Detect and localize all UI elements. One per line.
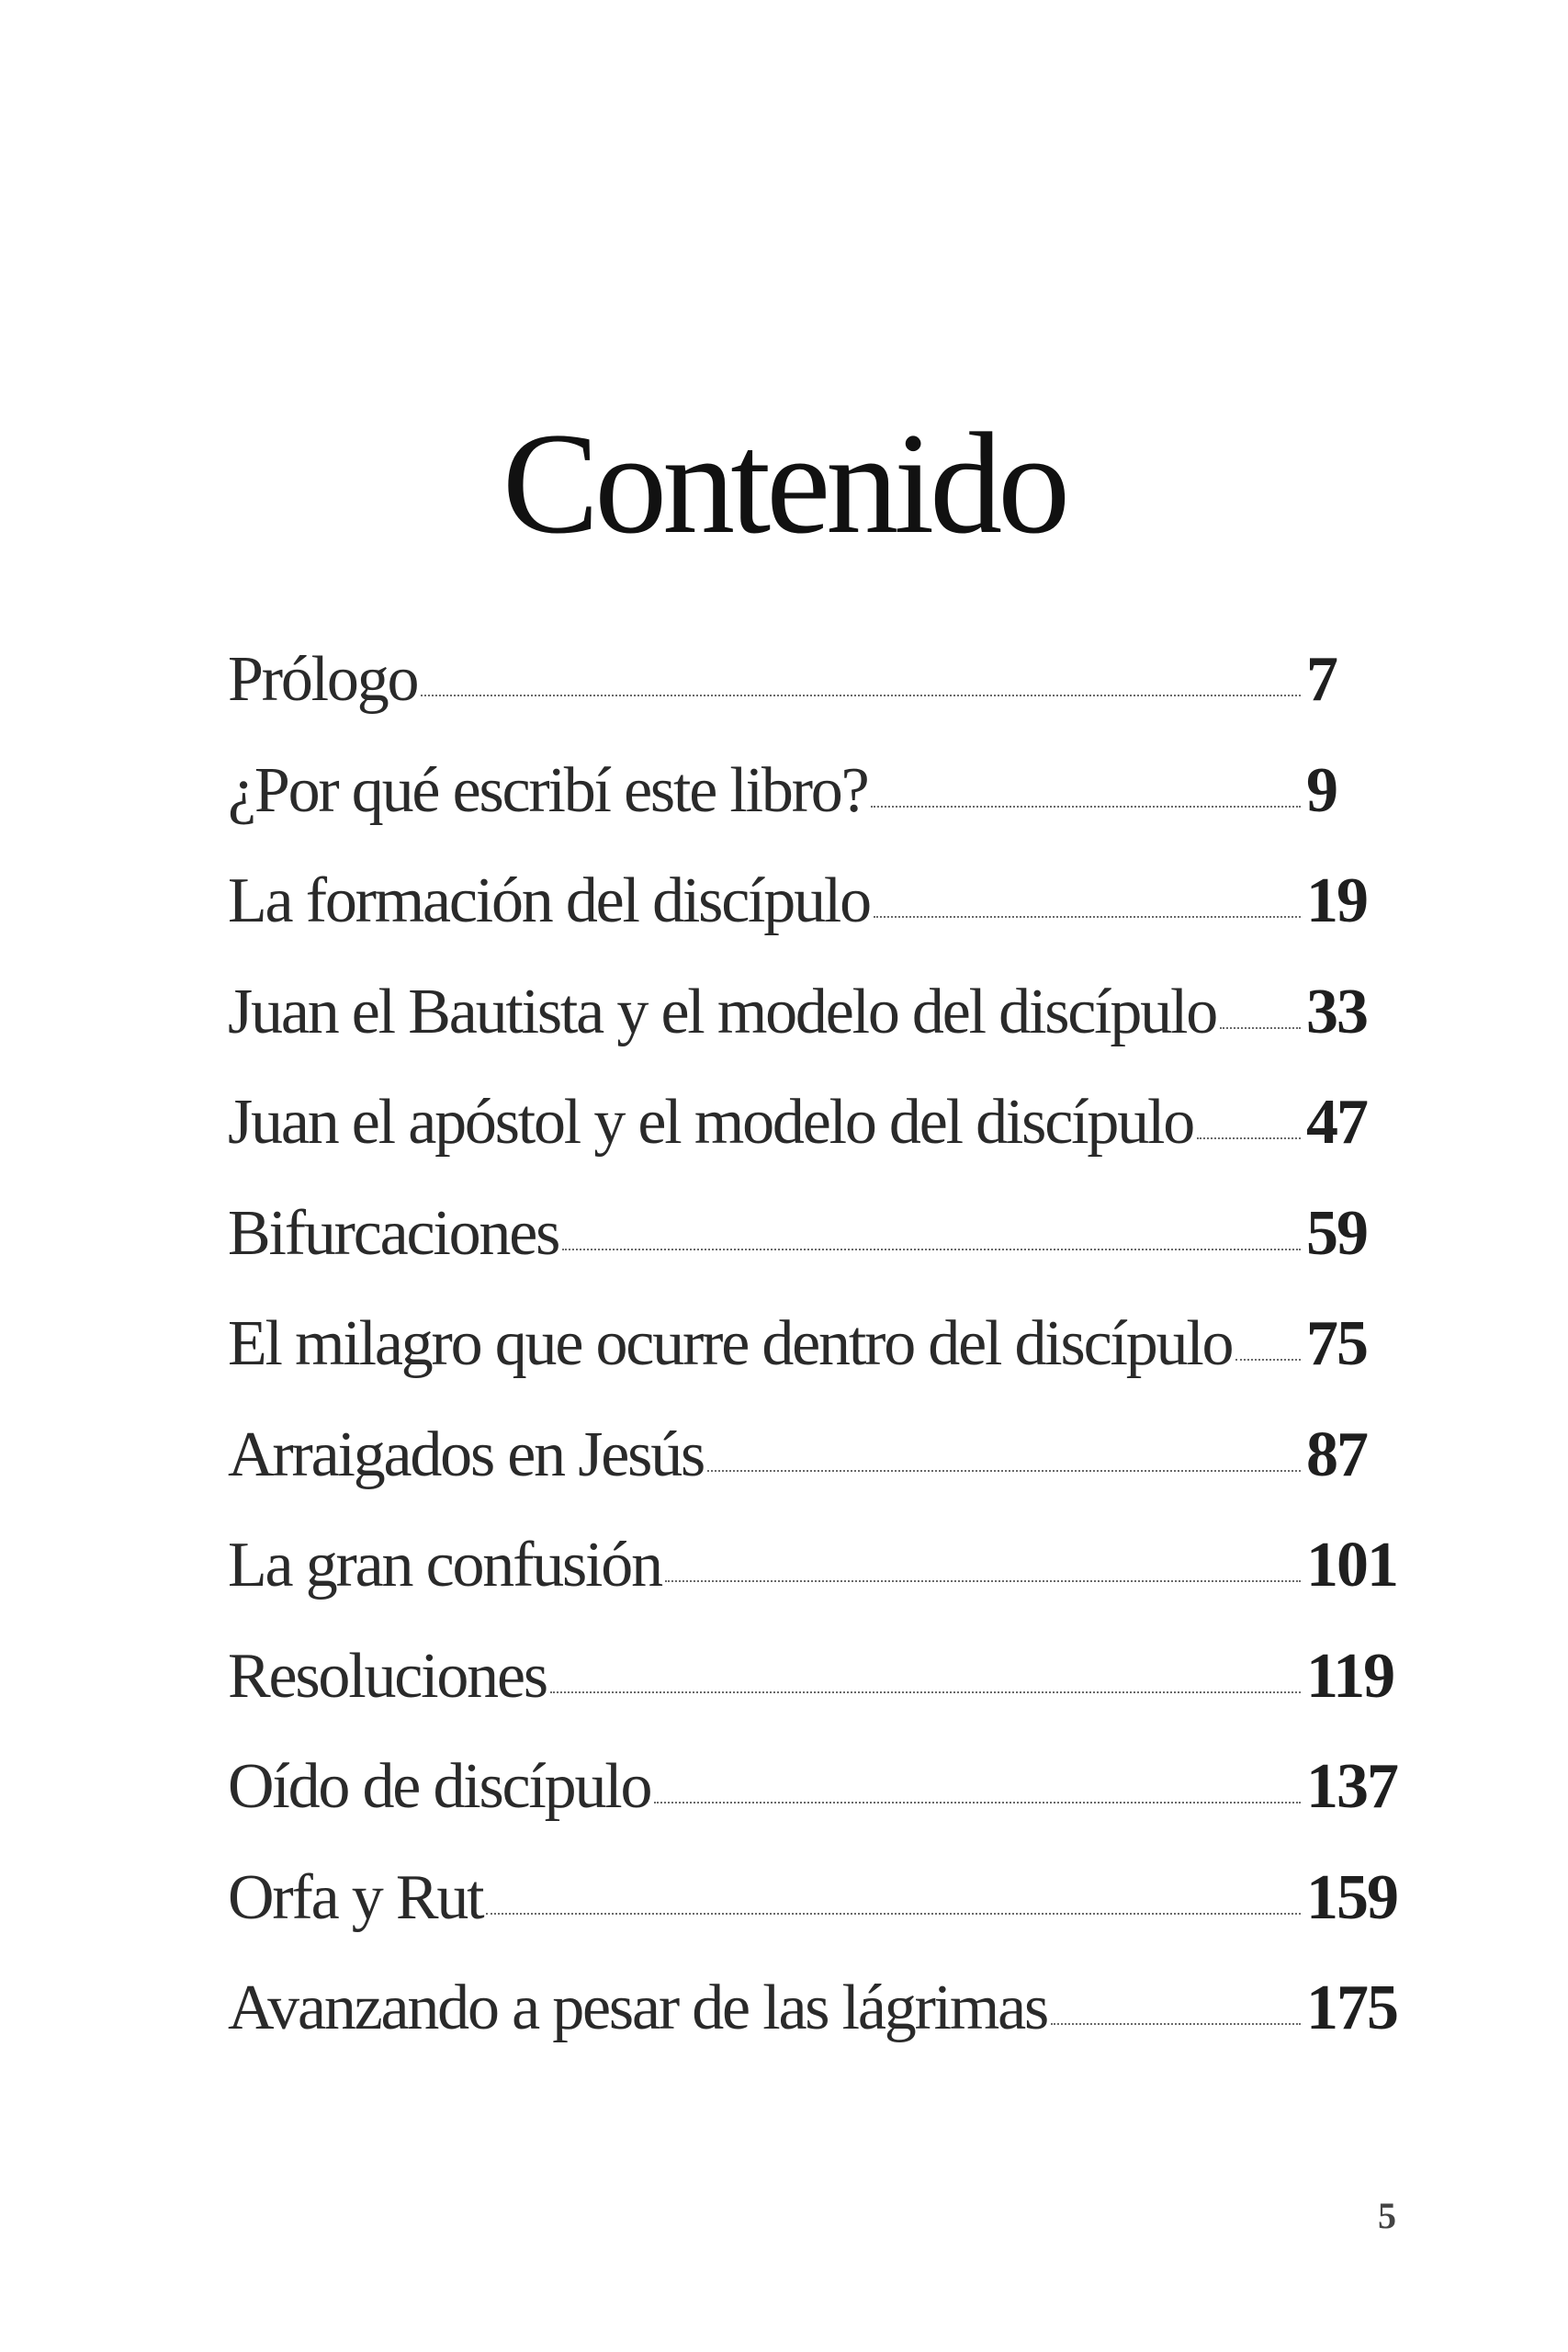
toc-entry-page: 119: [1306, 1640, 1394, 1712]
toc-entry-prologo: [228, 625, 1394, 736]
toc-entry-title: El milagro que ocurre dentro del discípulo: [228, 1308, 1233, 1379]
toc-entry-title: Arraigados en Jesús: [228, 1419, 705, 1490]
toc-entry-avanzando: [228, 1953, 1397, 2064]
toc-entry-orfa-y-rut: [228, 1843, 1397, 1954]
toc-entry-title: Orfa y Rut: [228, 1861, 483, 1933]
dot-leader: [1220, 1027, 1301, 1029]
toc-entry-page: 59: [1306, 1197, 1367, 1269]
toc-entry-juan-el-apostol: [228, 1068, 1394, 1179]
toc-entry-bifurcaciones: [228, 1179, 1394, 1290]
toc-entry-page: 7: [1306, 644, 1337, 715]
dot-leader: [550, 1691, 1301, 1693]
toc-entry-title: Oído de discípulo: [228, 1751, 651, 1822]
toc-entry-title: Resoluciones: [228, 1640, 547, 1712]
toc-entry-la-formacion: [228, 846, 1394, 957]
toc-entry-title: Avanzando a pesar de las lágrimas: [228, 1973, 1048, 2043]
dot-leader: [1051, 2023, 1301, 2025]
table-of-contents: [228, 625, 1397, 2064]
toc-entry-title: ¿Por qué escribí este libro?: [228, 754, 868, 826]
toc-entry-page: 9: [1306, 754, 1337, 826]
dot-leader: [665, 1580, 1301, 1582]
toc-entry-page: 101: [1306, 1530, 1397, 1600]
toc-entry-title: Bifurcaciones: [228, 1197, 559, 1269]
toc-entry-title: Juan el apóstol y el modelo del discípulo: [228, 1087, 1193, 1158]
toc-entry-la-gran-confusion: [228, 1510, 1397, 1622]
dot-leader: [654, 1802, 1301, 1804]
toc-entry-oido-de-discipulo: [228, 1732, 1397, 1843]
toc-entry-page: 19: [1306, 865, 1367, 936]
toc-entry-page: 159: [1306, 1861, 1397, 1933]
toc-entry-juan-el-bautista: [228, 957, 1394, 1069]
toc-entry-el-milagro: [228, 1289, 1394, 1400]
toc-entry-page: 47: [1306, 1087, 1367, 1158]
dot-leader: [871, 806, 1301, 808]
toc-entry-por-que-escribi: [228, 736, 1394, 847]
dot-leader: [1197, 1137, 1301, 1139]
toc-entry-page: 87: [1306, 1419, 1367, 1490]
dot-leader: [874, 916, 1301, 918]
toc-entry-arraigados: [228, 1400, 1394, 1511]
dot-leader: [486, 1913, 1301, 1915]
toc-entry-title: La formación del discípulo: [228, 865, 870, 936]
toc-entry-title: Prólogo: [228, 644, 418, 715]
dot-leader: [421, 695, 1301, 696]
toc-entry-page: 33: [1306, 976, 1367, 1047]
page-title: Contenido: [502, 403, 1066, 564]
toc-entry-resoluciones: [228, 1622, 1394, 1733]
dot-leader: [562, 1249, 1301, 1250]
toc-entry-title: Juan el Bautista y el modelo del discípulo: [228, 976, 1216, 1047]
toc-entry-page: 75: [1306, 1308, 1367, 1379]
page-number: 5: [1378, 2195, 1396, 2236]
dot-leader: [707, 1470, 1301, 1472]
toc-entry-page: 175: [1306, 1973, 1397, 2043]
dot-leader: [1235, 1359, 1301, 1361]
toc-entry-page: 137: [1306, 1751, 1397, 1822]
toc-entry-title: La gran confusión: [228, 1530, 661, 1600]
